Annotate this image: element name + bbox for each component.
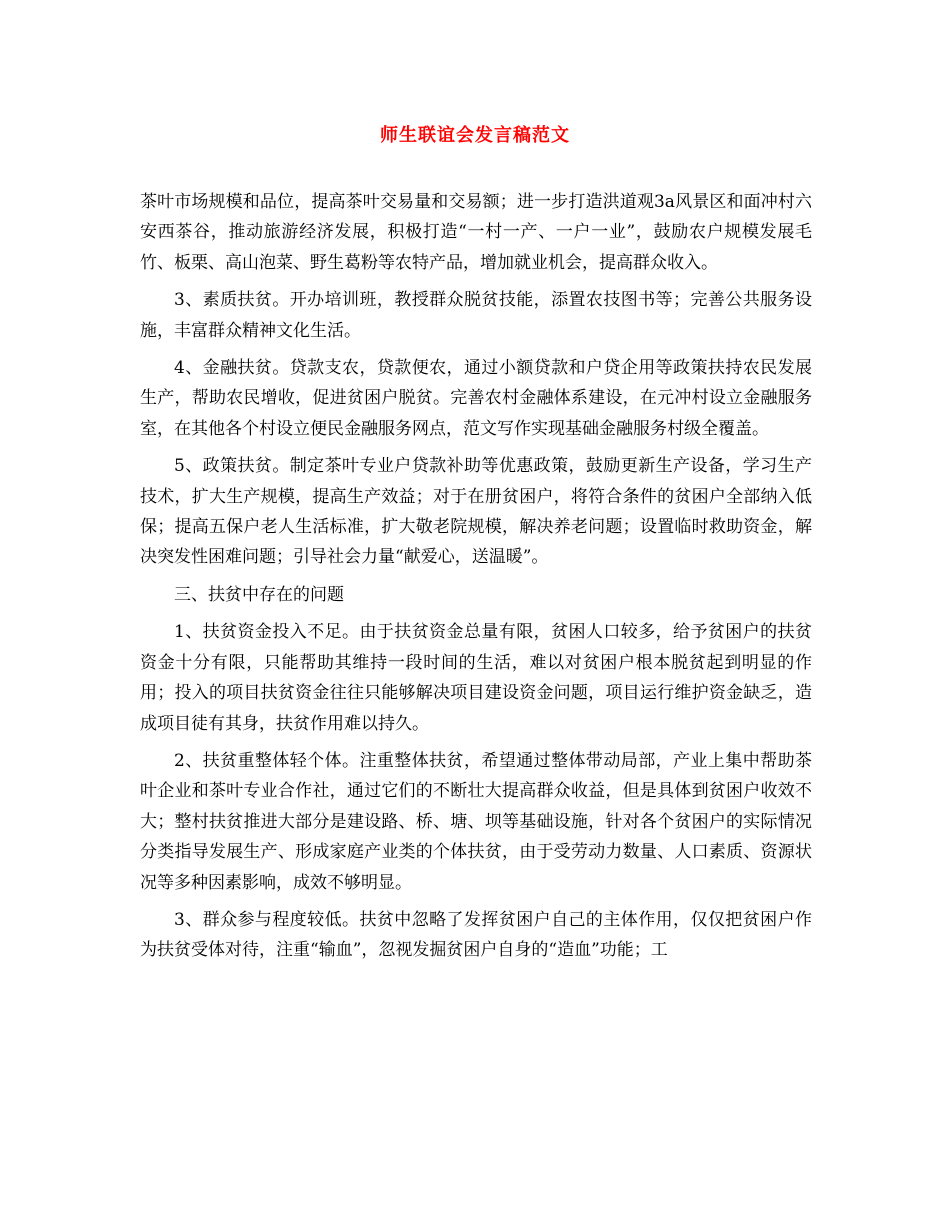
section-heading: 三、扶贫中存在的问题 [174, 584, 344, 605]
paragraph: 3、素质扶贫。开办培训班，教授群众脱贫技能，添置农技图书等；完善公共服务设施，丰富群众精神文化生活。 [140, 290, 812, 341]
document-body [140, 187, 812, 973]
document-title: 师生联谊会发言稿范文 [380, 125, 570, 146]
paragraph: 4、金融扶贫。贷款支农，贷款便农，通过小额贷款和户贷企用等政策扶持农民发展生产，帮助农民增收，促进贫困户脱贫。完善农村金融体系建设，在元冲村设立金融服务室，在其他各个村设立便民金融服务网点，范文写作实现基础金融服务村级全覆盖。 [140, 358, 812, 439]
paragraph: 1、扶贫资金投入不足。由于扶贫资金总量有限，贫困人口较多，给予贫困户的扶贫资金十分有限，只能帮助其维持一段时间的生活，难以对贫困户根本脱贫起到明显的作用；投入的项目扶贫资金往往只能够解决项目建设资金问题，项目运行维护资金缺乏，造成项目徒有其身，扶贫作用难以持久。 [140, 622, 812, 734]
paragraph: 5、政策扶贫。制定茶叶专业户贷款补助等优惠政策，鼓励更新生产设备，学习生产技术，扩大生产规模，提高生产效益；对于在册贫困户，将符合条件的贫困户全部纳入低保；提高五保户老人生活标准，扩大敬老院规模，解决养老问题；设置临时救助资金，解决突发性困难问题；引导社会力量“献爱心，送温暖”。 [140, 456, 812, 568]
paragraph: 3、群众参与程度较低。扶贫中忽略了发挥贫困户自己的主体作用，仅仅把贫困户作为扶贫受体对待，注重“输血”，忽视发掘贫困户自身的“造血”功能；工 [140, 909, 812, 961]
paragraph: 茶叶市场规模和品位，提高茶叶交易量和交易额；进一步打造洪道观3a风景区和面冲村六安西茶谷，推动旅游经济发展，积极打造“一村一产、一户一业”，鼓励农户规模发展毛竹、板栗、高山泡菜、野生葛粉等农特产品，增加就业机会，提高群众收入。 [140, 192, 812, 273]
paragraph: 2、扶贫重整体轻个体。注重整体扶贫，希望通过整体带动局部，产业上集中帮助茶叶企业和茶叶专业合作社，通过它们的不断壮大提高群众收益，但是具体到贫困户收效不大；整村扶贫推进大部分是建设路、桥、塘、坝等基础设施，针对各个贫困户的实际情况分类指导发展生产、形成家庭产业类的个体扶贫，由于受劳动力数量、人口素质、资源状况等多种因素影响，成效不够明显。 [140, 750, 812, 893]
